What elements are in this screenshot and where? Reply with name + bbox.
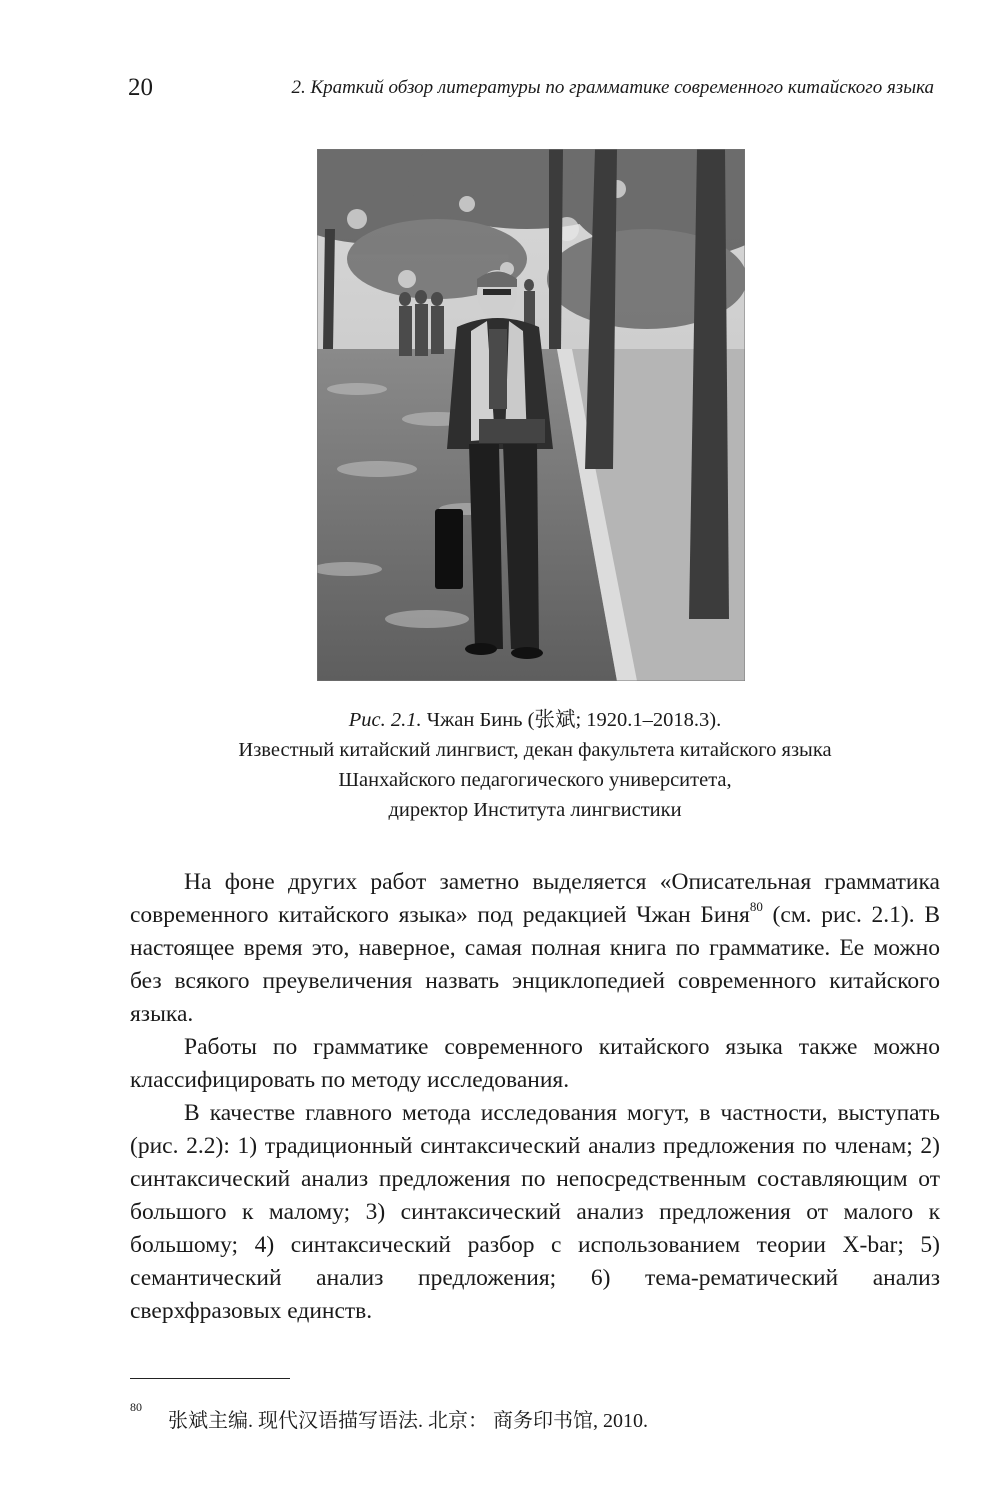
footnote-text: 张斌主编. 现代汉语描写语法. 北京： 商务印书馆, 2010. — [168, 1410, 648, 1432]
running-title: 2. Краткий обзор литературы по грамматике современного китайского языка — [291, 77, 934, 98]
paragraph — [130, 866, 940, 1031]
figure-caption — [130, 705, 940, 825]
footnote-separator — [130, 1378, 290, 1379]
figure-photo — [317, 149, 745, 681]
figure-title: Чжан Бинь (张斌; 1920.1–2018.3). — [426, 709, 722, 731]
figure-label: Рис. 2.1. — [348, 709, 422, 731]
page-number: 20 — [128, 74, 153, 101]
paragraph-text: (см. рис. 2.1). В настоящее время это, наверное, самая полная книга по грамматике. Ее можно без всякого преувеличения назвать энциклопедией современного китайского языка. — [130, 902, 940, 1027]
footnote-number: 80 — [130, 1400, 142, 1414]
caption-line: Известный китайский лингвист, декан факультета китайского языка — [238, 739, 832, 761]
page-header — [0, 72, 1000, 108]
paragraph: Работы по грамматике современного китайского языка также можно классифицировать по методу исследования. — [130, 1034, 940, 1093]
paragraph-text: На фоне других работ заметно выделяется «Описательная грамматика современного китайского языка» под редакцией Чжан Биня — [130, 869, 940, 928]
caption-line: директор Института лингвистики — [388, 799, 682, 821]
footnote-reference[interactable]: 80 — [749, 899, 763, 914]
caption-line: Шанхайского педагогического университета, — [338, 769, 732, 791]
paragraph: В качестве главного метода исследования могут, в частности, выступать (рис. 2.2): 1) традиционный синтаксический анализ предложения по членам; 2) синтаксический анализ предложения по непосредственным составляющим от большого к малому; 3) синтаксический анализ предложения от малого к большому; 4) синтаксический разбор с использованием теории X-bar; 5) семантический анализ предложения; 6) тема-рематический анализ сверхфразовых единств. — [130, 1100, 940, 1324]
caption-title-line — [130, 705, 940, 735]
body-text — [130, 866, 940, 1328]
photo-illustration — [317, 149, 745, 681]
